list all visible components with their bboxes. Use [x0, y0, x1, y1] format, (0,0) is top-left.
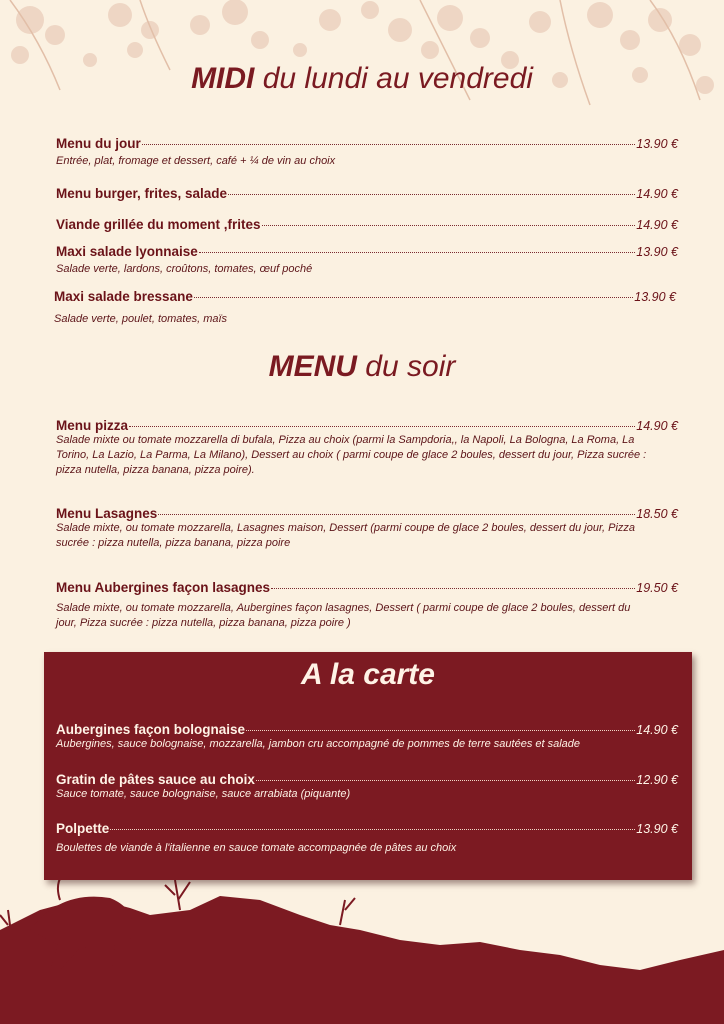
- soir-heading: [0, 350, 724, 384]
- item-price: 14.90 €: [636, 419, 678, 433]
- leader-dots: [194, 285, 633, 298]
- item-description: Salade mixte, ou tomate mozzarella, Lasagnes maison, Dessert (parmi coupe de glace 2 boules, dessert du jour, Pizza sucrée : pizza nutella, pizza banana, pizza poire: [56, 522, 636, 549]
- midi-heading-bold: MIDI: [191, 62, 255, 95]
- menu-item: [56, 185, 678, 201]
- landscape-silhouette: [0, 870, 724, 1024]
- carte-heading-text: A la carte: [301, 658, 435, 691]
- leader-dots: [129, 414, 635, 427]
- menu-item: [56, 820, 678, 856]
- leader-dots: [199, 240, 635, 253]
- midi-heading-rest: du lundi au vendredi: [254, 62, 533, 95]
- item-description: Aubergines, sauce bolognaise, mozzarella, jambon cru accompagné de pommes de terre sautées et salade: [56, 738, 581, 750]
- leader-dots: [246, 718, 635, 731]
- a-la-carte-panel: [44, 652, 692, 880]
- item-description: Salade mixte, ou tomate mozzarella, Aubergines façon lasagnes, Dessert ( parmi coupe de glace 2 boules, dessert du jour, Pizza sucrée : pizza nutella, pizza banana, pizza poire ): [56, 602, 631, 629]
- soir-heading-rest: du soir: [356, 350, 456, 383]
- item-name: Viande grillée du moment ,frites: [56, 217, 261, 232]
- menu-item: [56, 135, 678, 169]
- soir-heading-bold: MENU: [268, 350, 357, 383]
- item-name: Gratin de pâtes sauce au choix: [56, 772, 255, 787]
- leader-dots: [110, 817, 635, 830]
- item-name: Menu burger, frites, salade: [56, 186, 228, 201]
- menu-item: [56, 579, 678, 631]
- item-price: 13.90 €: [634, 290, 676, 304]
- item-price: 14.90 €: [636, 723, 678, 737]
- item-price: 19.50 €: [636, 581, 678, 595]
- item-name: Aubergines façon bolognaise: [56, 722, 246, 737]
- item-description: Sauce tomate, sauce bolognaise, sauce arrabiata (piquante): [56, 788, 351, 800]
- item-price: 14.90 €: [636, 187, 678, 201]
- item-name: Menu Lasagnes: [56, 506, 158, 521]
- menu-item: [56, 417, 678, 478]
- menu-item: [56, 721, 678, 752]
- item-price: 18.50 €: [636, 507, 678, 521]
- item-description: Boulettes de viande à l'italienne en sauce tomate accompagnée de pâtes au choix: [56, 842, 457, 854]
- item-price: 14.90 €: [636, 218, 678, 232]
- item-name: Polpette: [56, 821, 110, 836]
- menu-item: [56, 243, 678, 277]
- item-price: 12.90 €: [636, 773, 678, 787]
- item-name: Menu du jour: [56, 136, 141, 151]
- item-name: Menu Aubergines façon lasagnes: [56, 580, 271, 595]
- item-price: 13.90 €: [636, 137, 678, 151]
- menu-item: [54, 288, 676, 327]
- item-description: Salade mixte ou tomate mozzarella di bufala, Pizza au choix (parmi la Sampdoria,, la Napoli, La Bologna, La Roma, La Torino, La Lazio, La Parma, La Milano), Dessert au choix ( parmi coupe de glace 2 boules, dessert du jour, Pizza sucrée : pizza nutella, pizza banana, pizza poire).: [56, 434, 647, 476]
- leader-dots: [271, 576, 635, 589]
- leader-dots: [142, 132, 636, 145]
- item-name: Maxi salade lyonnaise: [56, 244, 198, 259]
- item-description: Salade verte, lardons, croûtons, tomates, œuf poché: [56, 263, 313, 275]
- carte-heading: [44, 658, 692, 692]
- item-description: Entrée, plat, fromage et dessert, café + ¼ de vin au choix: [56, 155, 336, 167]
- leader-dots: [228, 182, 635, 195]
- leader-dots: [262, 213, 636, 226]
- item-price: 13.90 €: [636, 245, 678, 259]
- menu-item: [56, 216, 678, 232]
- leader-dots: [256, 768, 635, 781]
- menu-item: [56, 505, 678, 551]
- midi-heading: [0, 62, 724, 96]
- leader-dots: [158, 502, 635, 515]
- menu-item: [56, 771, 678, 802]
- item-name: Maxi salade bressane: [54, 289, 193, 304]
- item-name: Menu pizza: [56, 418, 129, 433]
- item-description: Salade verte, poulet, tomates, maïs: [54, 313, 228, 325]
- item-price: 13.90 €: [636, 822, 678, 836]
